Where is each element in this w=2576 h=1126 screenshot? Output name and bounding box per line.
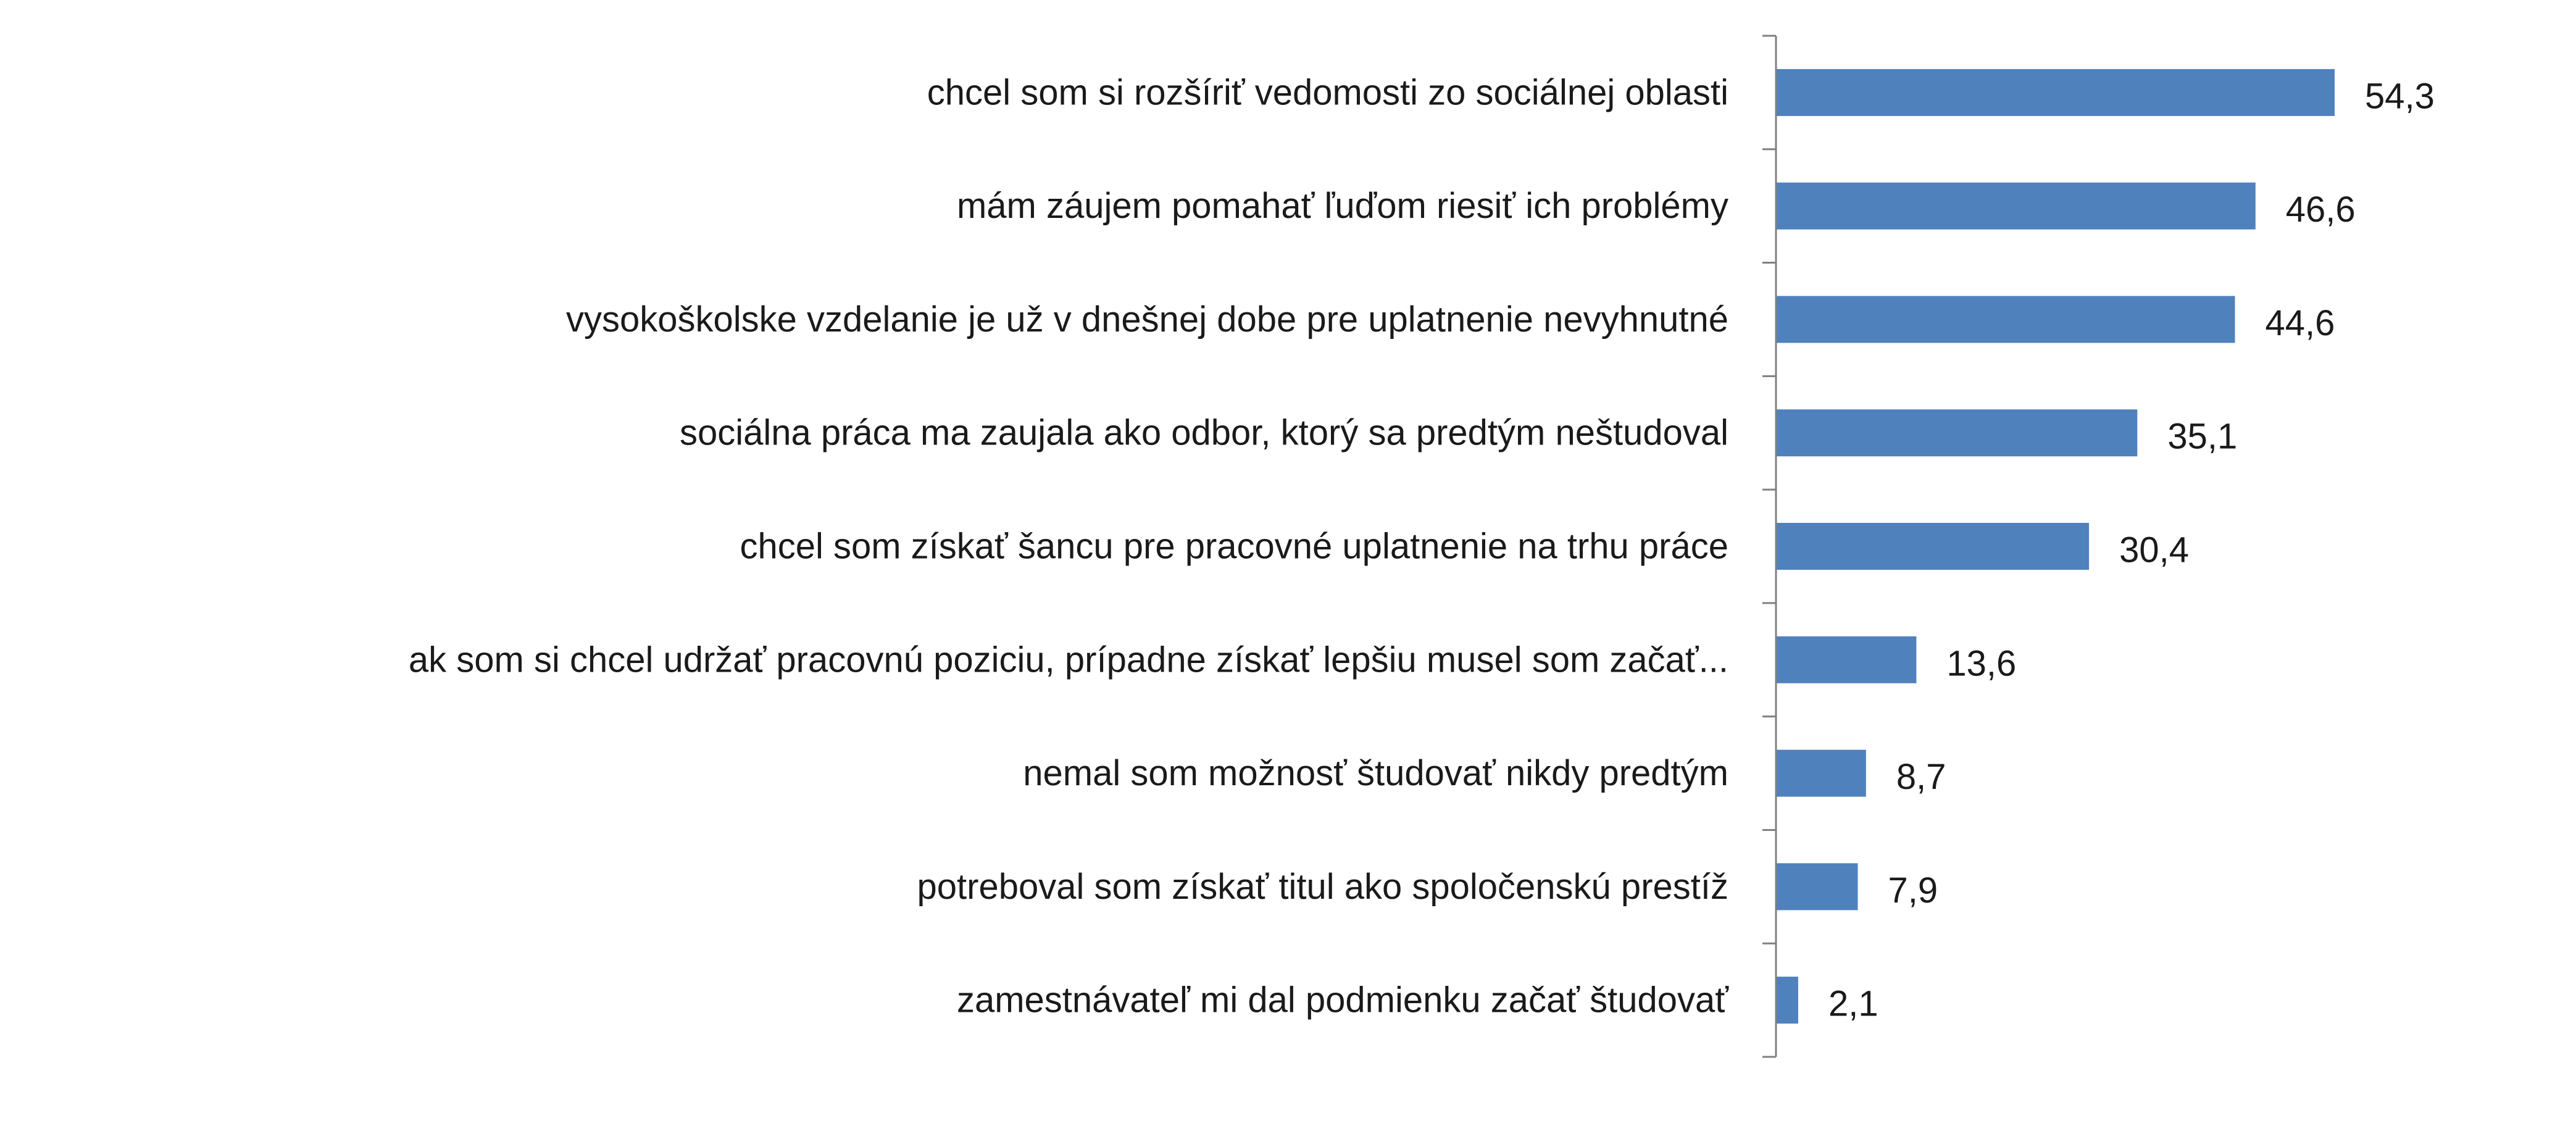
category-label: mám záujem pomahať ľuďom riesiť ich problémy — [956, 186, 1728, 227]
bars-group — [1777, 69, 2335, 1024]
category-label: nemal som možnosť študovať nikdy predtým — [1023, 753, 1728, 794]
category-label: vysokoškolske vzdelanie je už v dnešnej dobe pre uplatnenie nevyhnutné — [565, 299, 1728, 340]
bar — [1777, 409, 2137, 456]
value-label: 54,3 — [2365, 76, 2435, 117]
bar — [1777, 69, 2335, 116]
category-label: ak som si chcel udržať pracovnú poziciu, prípadne získať lepšiu musel som začať... — [408, 640, 1728, 680]
category-label: potreboval som získať titul ako spoločenskú prestíž — [917, 866, 1728, 907]
category-label: chcel som si rozšíriť vedomosti zo sociálnej oblasti — [927, 72, 1728, 113]
category-label: sociálna práca ma zaujala ako odbor, ktorý sa predtým neštudoval — [679, 412, 1728, 453]
bar — [1777, 523, 2089, 570]
value-label: 8,7 — [1896, 757, 1946, 798]
value-label: 30,4 — [2119, 530, 2189, 570]
value-label: 13,6 — [1946, 643, 2017, 684]
bar — [1777, 636, 1916, 683]
category-label: zamestnávateľ mi dal podmienku začať študovať — [956, 980, 1728, 1020]
value-label: 2,1 — [1828, 983, 1878, 1024]
value-label: 7,9 — [1888, 870, 1938, 911]
bar — [1777, 750, 1866, 797]
value-label: 35,1 — [2167, 416, 2238, 457]
bar — [1777, 183, 2256, 230]
value-label: 46,6 — [2285, 190, 2356, 230]
bar — [1777, 977, 1798, 1024]
value-label: 44,6 — [2265, 302, 2335, 343]
category-labels-group — [409, 72, 1729, 1020]
axis-ticks-group — [1762, 36, 1776, 1057]
category-label: chcel som získať šancu pre pracovné uplatnenie na trhu práce — [740, 526, 1728, 567]
bar — [1777, 863, 1858, 910]
bar — [1777, 296, 2235, 343]
